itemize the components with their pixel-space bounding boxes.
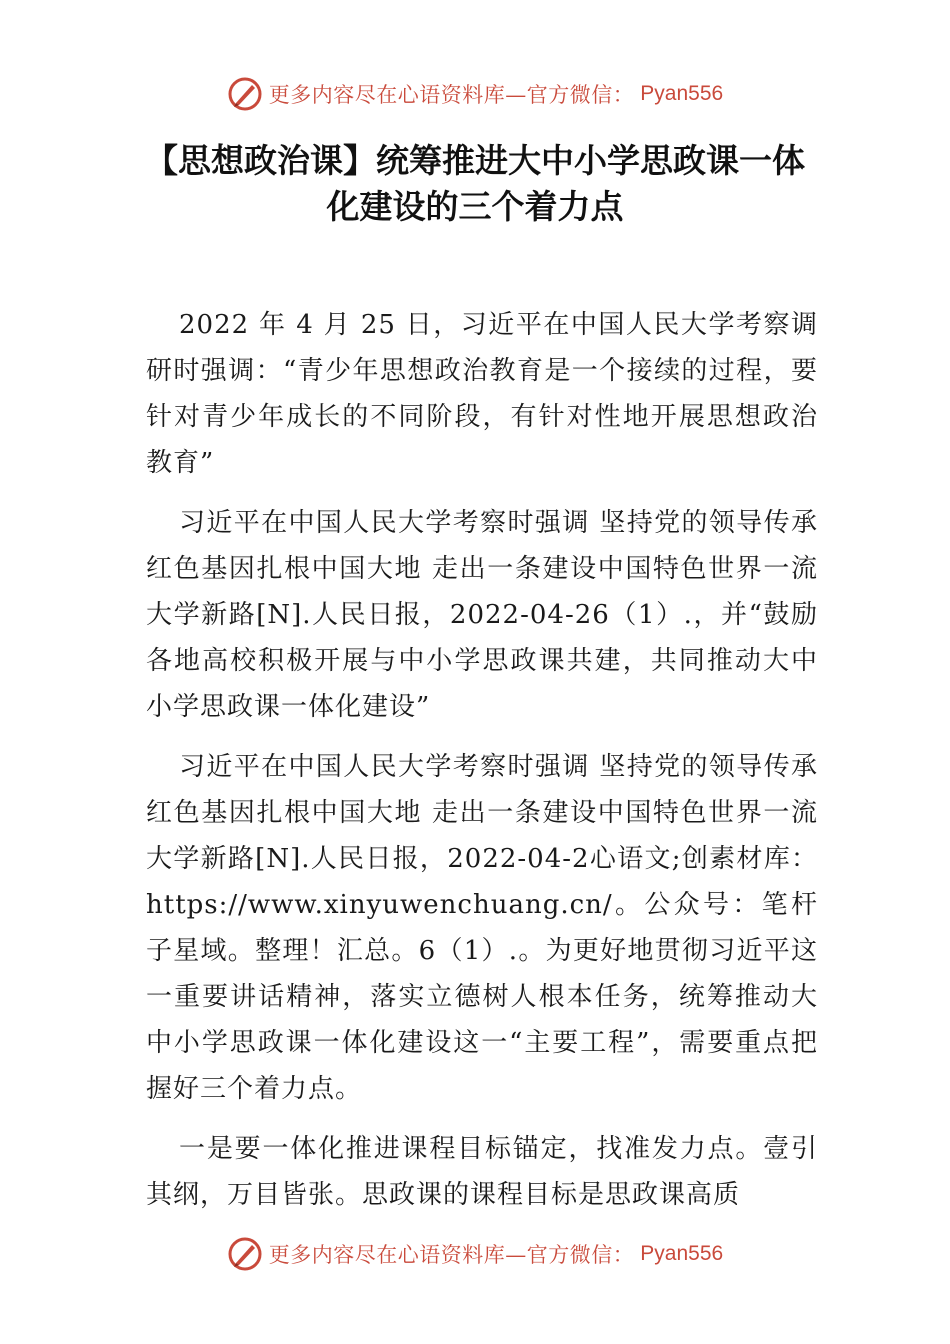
paragraph-1: 2022 年 4 月 25 日，习近平在中国人民大学考察调研时强调：“青少年思想政治教育是一个接续的过程，要针对青少年成长的不同阶段，有针对性地开展思想政治教育” (146, 310, 818, 478)
quill-logo-icon (227, 76, 263, 112)
header-watermark-banner (0, 72, 950, 116)
paragraph-3: 习近平在中国人民大学考察时强调 坚持党的领导传承红色基因扎根中国大地 走出一条建设中国特色世界一流大学新路[N].人民日报，2022-04-2心语文;创素材库：https://www.xinyuwenchuang.cn/。公众号：笔杆子星域。整理！汇总。6（1）.。为更好地贯彻习近平这一重要讲话精神，落实立德树人根本任务，统筹推动大中小学思政课一体化建设这一“主要工程”，需要重点把握好三个着力点。 (146, 752, 818, 1104)
paragraph-2: 习近平在中国人民大学考察时强调 坚持党的领导传承红色基因扎根中国大地 走出一条建设中国特色世界一流大学新路[N].人民日报，2022-04-26（1）.，并“鼓励各地高校积极开展与中小学思政课共建，共同推动大中小学思政课一体化建设” (146, 508, 818, 722)
banner-wechat-id: Pyan556 (640, 1242, 724, 1265)
quill-logo-icon (227, 1236, 263, 1272)
paragraph-4: 一是要一体化推进课程目标锚定，找准发力点。壹引其纲，万目皆张。思政课的课程目标是思政课高质 (146, 1134, 818, 1210)
document-body (146, 302, 818, 1232)
document-title: 【思想政治课】统筹推进大中小学思政课一体化建设的三个着力点 (145, 141, 805, 226)
footer-watermark-banner (0, 1232, 950, 1276)
banner-wechat-id: Pyan556 (640, 82, 724, 105)
banner-text: 更多内容尽在心语资料库—官方微信： (268, 83, 635, 107)
banner-text: 更多内容尽在心语资料库—官方微信： (268, 1243, 635, 1267)
